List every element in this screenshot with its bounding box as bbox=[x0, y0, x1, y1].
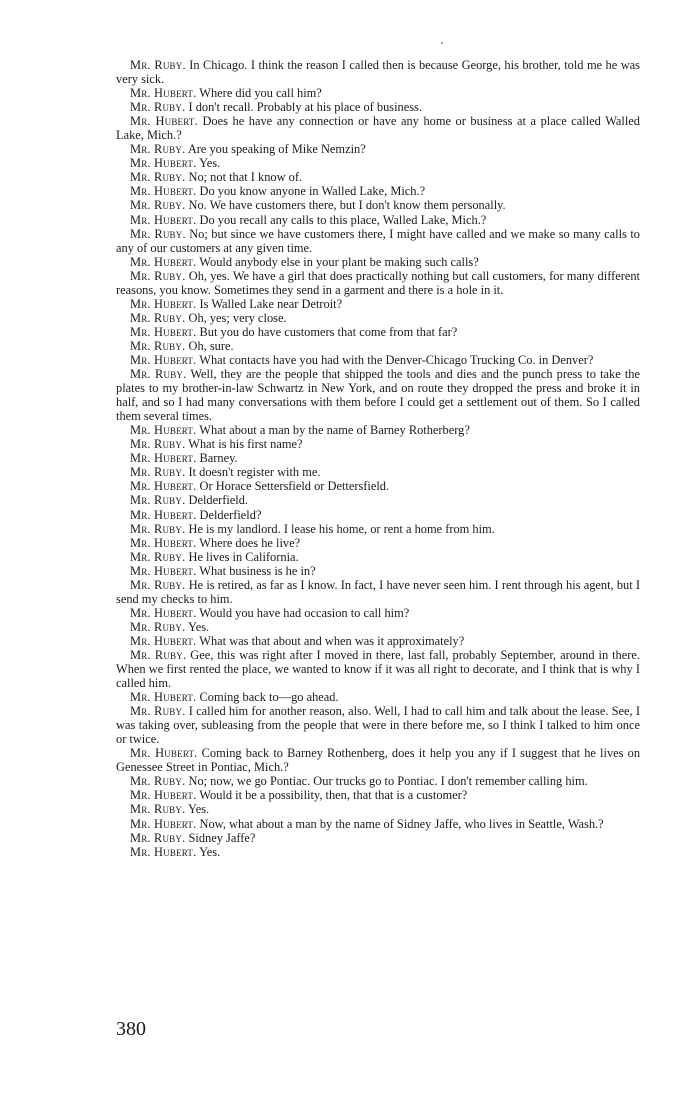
speaker-name: Mr. Ruby. bbox=[130, 521, 186, 536]
transcript-line bbox=[116, 493, 640, 507]
transcript-line bbox=[116, 437, 640, 451]
line-text: Is Walled Lake near Detroit? bbox=[199, 296, 343, 311]
page-number: 380 bbox=[116, 1018, 146, 1040]
speaker-name: Mr. Hubert. bbox=[130, 184, 197, 199]
line-text: Oh, yes. We have a girl that does practically nothing but call customers, for many different reasons, you know. Sometimes they send in a garment and there is a hole in it. bbox=[116, 268, 640, 297]
speaker-name: Mr. Hubert. bbox=[130, 423, 197, 438]
line-text: Yes. bbox=[199, 844, 221, 859]
line-text: Yes. bbox=[199, 156, 221, 171]
transcript-line bbox=[116, 339, 640, 353]
speaker-name: Mr. Hubert. bbox=[130, 114, 198, 129]
line-text: Where did you call him? bbox=[199, 86, 322, 101]
transcript-body bbox=[116, 58, 640, 859]
transcript-line bbox=[116, 634, 640, 648]
transcript-line bbox=[116, 508, 640, 522]
speaker-name: Mr. Ruby. bbox=[130, 619, 186, 634]
line-text: It doesn't register with me. bbox=[188, 465, 321, 480]
transcript-line bbox=[116, 522, 640, 536]
speaker-name: Mr. Ruby. bbox=[130, 170, 186, 185]
transcript-line bbox=[116, 746, 640, 774]
speaker-name: Mr. Ruby. bbox=[130, 704, 186, 719]
line-text: Delderfield? bbox=[199, 507, 262, 522]
speaker-name: Mr. Ruby. bbox=[130, 100, 186, 115]
speaker-name: Mr. Hubert. bbox=[130, 633, 197, 648]
speaker-name: Mr. Ruby. bbox=[130, 577, 186, 592]
transcript-line bbox=[116, 170, 640, 184]
line-text: Do you know anyone in Walled Lake, Mich.? bbox=[199, 184, 426, 199]
transcript-line bbox=[116, 423, 640, 437]
speaker-name: Mr. Hubert. bbox=[130, 605, 197, 620]
line-text: Are you speaking of Mike Nemzin? bbox=[187, 142, 366, 157]
transcript-line bbox=[116, 100, 640, 114]
speaker-name: Mr. Hubert. bbox=[130, 746, 198, 761]
transcript-line bbox=[116, 620, 640, 634]
transcript-line bbox=[116, 788, 640, 802]
speaker-name: Mr. Hubert. bbox=[130, 212, 197, 227]
speaker-name: Mr. Ruby. bbox=[130, 268, 186, 283]
transcript-line bbox=[116, 831, 640, 845]
line-text: What about a man by the name of Barney Rotherberg? bbox=[199, 423, 470, 438]
speaker-name: Mr. Hubert. bbox=[130, 352, 197, 367]
transcript-line bbox=[116, 213, 640, 227]
transcript-line bbox=[116, 227, 640, 255]
line-text: Would anybody else in your plant be making such calls? bbox=[199, 254, 479, 269]
line-text: What was that about and when was it approximately? bbox=[199, 633, 465, 648]
transcript-line bbox=[116, 648, 640, 690]
line-text: Yes. bbox=[188, 802, 210, 817]
speaker-name: Mr. Hubert. bbox=[130, 479, 197, 494]
transcript-line bbox=[116, 704, 640, 746]
transcript-line bbox=[116, 311, 640, 325]
speaker-name: Mr. Ruby. bbox=[130, 493, 186, 508]
transcript-line bbox=[116, 817, 640, 831]
speaker-name: Mr. Ruby. bbox=[130, 647, 187, 662]
speaker-name: Mr. Ruby. bbox=[130, 142, 186, 157]
speaker-name: Mr. Ruby. bbox=[130, 310, 186, 325]
transcript-line bbox=[116, 578, 640, 606]
speaker-name: Mr. Hubert. bbox=[130, 788, 197, 803]
line-text: In Chicago. I think the reason I called then is because George, his brother, told me he was very sick. bbox=[116, 58, 640, 87]
transcript-line bbox=[116, 802, 640, 816]
line-text: Delderfield. bbox=[188, 493, 249, 508]
transcript-line bbox=[116, 325, 640, 339]
ink-speck bbox=[441, 42, 443, 44]
line-text: What contacts have you had with the Denver-Chicago Trucking Co. in Denver? bbox=[199, 352, 594, 367]
line-text: He is my landlord. I lease his home, or rent a home from him. bbox=[188, 521, 495, 536]
line-text: Coming back to—go ahead. bbox=[199, 690, 339, 705]
transcript-line bbox=[116, 86, 640, 100]
speaker-name: Mr. Ruby. bbox=[130, 58, 186, 72]
transcript-line bbox=[116, 198, 640, 212]
speaker-name: Mr. Hubert. bbox=[130, 86, 197, 101]
line-text: Now, what about a man by the name of Sidney Jaffe, who lives in Seattle, Wash.? bbox=[199, 816, 604, 831]
line-text: Yes. bbox=[188, 619, 210, 634]
line-text: Or Horace Settersfield or Dettersfield. bbox=[199, 479, 390, 494]
transcript-line bbox=[116, 465, 640, 479]
speaker-name: Mr. Ruby. bbox=[130, 830, 186, 845]
line-text: Do you recall any calls to this place, Walled Lake, Mich.? bbox=[199, 212, 487, 227]
speaker-name: Mr. Hubert. bbox=[130, 254, 197, 269]
line-text: Gee, this was right after I moved in there, last fall, probably September, around in there. When we first rented the place, we wanted to know if it was all right to decorate, and I think that is why I called him. bbox=[116, 647, 640, 691]
line-text: He is retired, as far as I know. In fact, I have never seen him. I rent through his agent, but I send my checks to him. bbox=[116, 577, 640, 606]
line-text: What business is he in? bbox=[199, 563, 316, 578]
speaker-name: Mr. Ruby. bbox=[130, 549, 186, 564]
speaker-name: Mr. Hubert. bbox=[130, 690, 197, 705]
line-text: What is his first name? bbox=[188, 437, 303, 452]
line-text: I called him for another reason, also. Well, I had to call him and talk about the lease. See, I was taking over, subleasing from the people that were in there before me, so I think I talked to him once or twice. bbox=[116, 704, 640, 747]
transcript-line bbox=[116, 845, 640, 859]
speaker-name: Mr. Hubert. bbox=[130, 296, 197, 311]
transcript-line bbox=[116, 606, 640, 620]
line-text: Oh, yes; very close. bbox=[188, 310, 287, 325]
line-text: But you do have customers that come from that far? bbox=[199, 324, 458, 339]
transcript-line bbox=[116, 690, 640, 704]
transcript-line bbox=[116, 156, 640, 170]
line-text: Well, they are the people that shipped the tools and dies and the punch press to take the plates to my brother-in-law Schwartz in New York, and on route they dropped the press and broke it in half, and so I had many conversations with them before I could get a settlement out of them. So I called them several times. bbox=[116, 367, 640, 424]
transcript-line bbox=[116, 297, 640, 311]
speaker-name: Mr. Hubert. bbox=[130, 324, 197, 339]
speaker-name: Mr. Ruby. bbox=[130, 802, 186, 817]
line-text: Oh, sure. bbox=[188, 338, 234, 353]
transcript-line bbox=[116, 564, 640, 578]
speaker-name: Mr. Hubert. bbox=[130, 844, 197, 859]
transcript-line bbox=[116, 774, 640, 788]
speaker-name: Mr. Ruby. bbox=[130, 774, 186, 789]
transcript-line bbox=[116, 536, 640, 550]
line-text: Does he have any connection or have any home or business at a place called Walled Lake, Mich.? bbox=[116, 114, 640, 143]
speaker-name: Mr. Ruby. bbox=[130, 198, 186, 213]
line-text: Sidney Jaffe? bbox=[188, 830, 256, 845]
line-text: Barney. bbox=[199, 451, 238, 466]
speaker-name: Mr. Hubert. bbox=[130, 451, 197, 466]
speaker-name: Mr. Ruby. bbox=[130, 437, 186, 452]
transcript-line bbox=[116, 367, 640, 423]
transcript-line bbox=[116, 184, 640, 198]
line-text: No. We have customers there, but I don't know them personally. bbox=[188, 198, 506, 213]
line-text: Would it be a possibility, then, that that is a customer? bbox=[199, 788, 468, 803]
transcript-line bbox=[116, 353, 640, 367]
speaker-name: Mr. Ruby. bbox=[130, 338, 186, 353]
line-text: Where does he live? bbox=[199, 535, 301, 550]
speaker-name: Mr. Hubert. bbox=[130, 563, 197, 578]
line-text: Coming back to Barney Rothenberg, does it help you any if I suggest that he lives on Genessee Street in Pontiac, Mich.? bbox=[116, 746, 641, 775]
line-text: He lives in California. bbox=[188, 549, 299, 564]
transcript-line bbox=[116, 114, 640, 142]
line-text: Would you have had occasion to call him? bbox=[199, 605, 410, 620]
line-text: No; but since we have customers there, I might have called and we make so many calls to any of our customers at any given time. bbox=[116, 226, 640, 255]
speaker-name: Mr. Ruby. bbox=[130, 226, 186, 241]
transcript-line bbox=[116, 142, 640, 156]
transcript-line bbox=[116, 550, 640, 564]
transcript-line bbox=[116, 255, 640, 269]
speaker-name: Mr. Ruby. bbox=[130, 367, 187, 382]
line-text: I don't recall. Probably at his place of business. bbox=[188, 100, 422, 115]
speaker-name: Mr. Hubert. bbox=[130, 156, 197, 171]
line-text: No; now, we go Pontiac. Our trucks go to Pontiac. I don't remember calling him. bbox=[188, 774, 588, 789]
transcript-line bbox=[116, 479, 640, 493]
transcript-line bbox=[116, 451, 640, 465]
transcript-line bbox=[116, 269, 640, 297]
speaker-name: Mr. Hubert. bbox=[130, 816, 197, 831]
speaker-name: Mr. Hubert. bbox=[130, 535, 197, 550]
speaker-name: Mr. Hubert. bbox=[130, 507, 197, 522]
transcript-line bbox=[116, 58, 640, 86]
line-text: No; not that I know of. bbox=[188, 170, 303, 185]
speaker-name: Mr. Ruby. bbox=[130, 465, 186, 480]
